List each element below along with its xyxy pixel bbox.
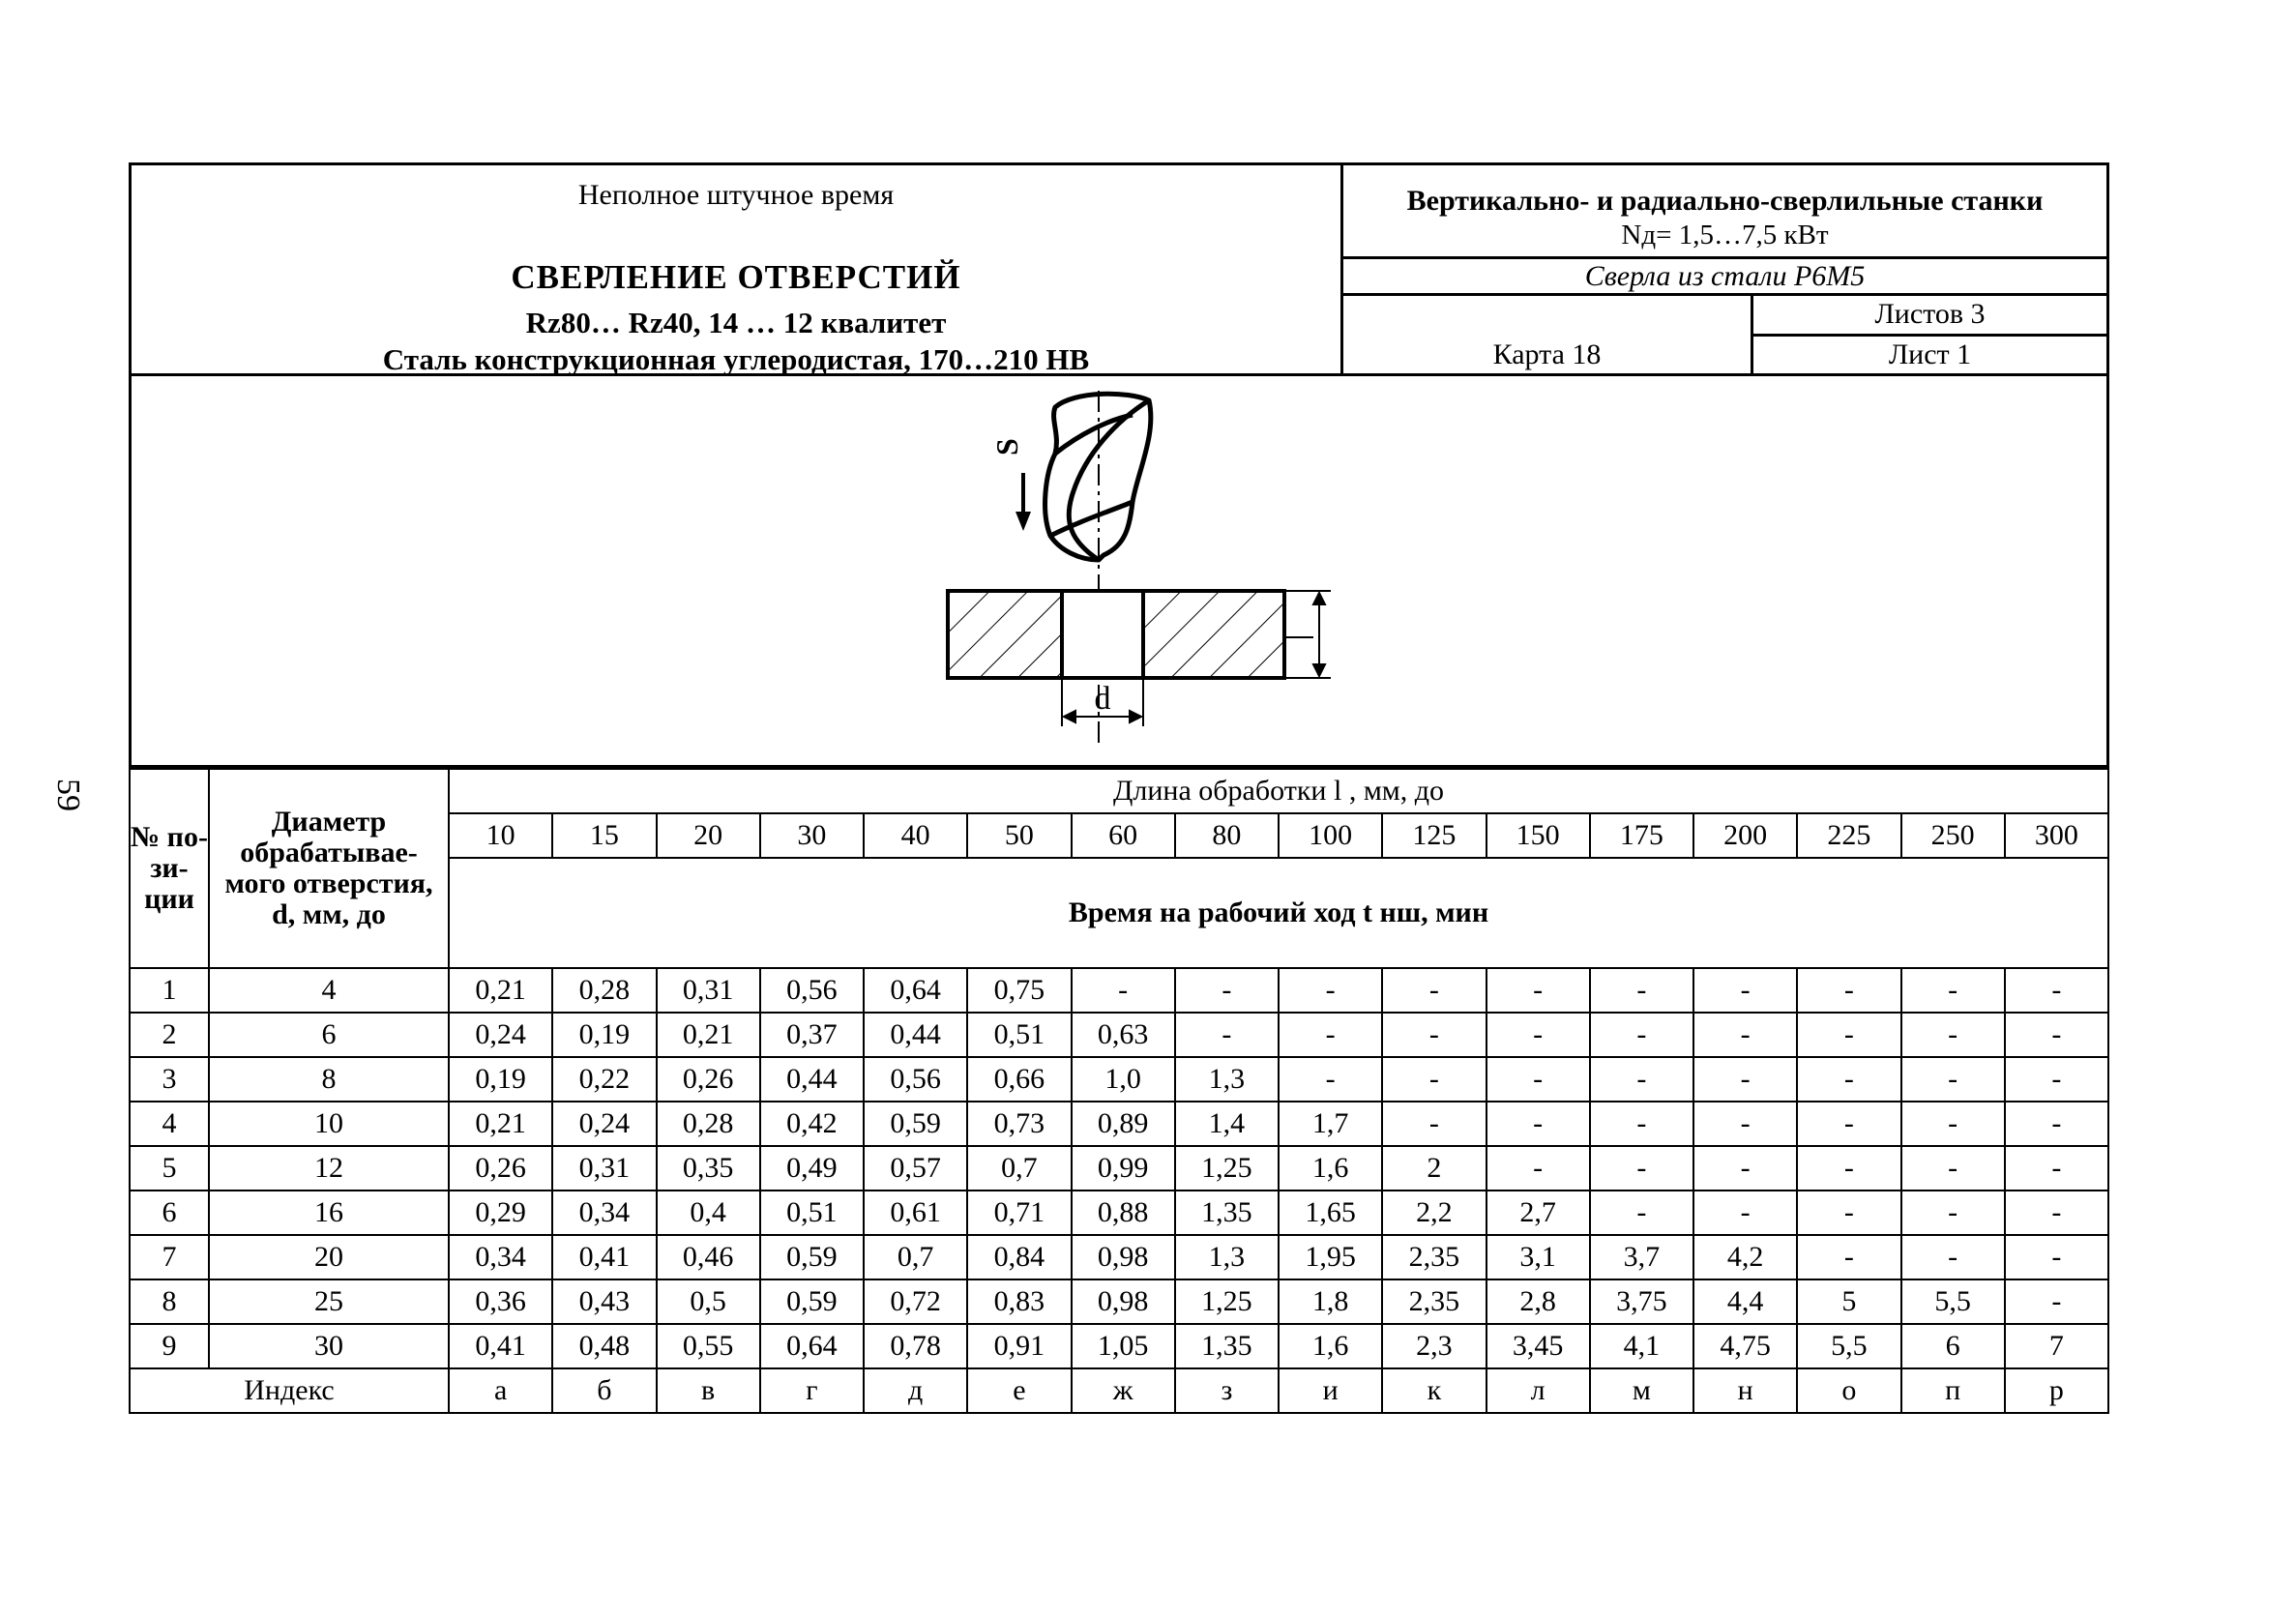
time-cell: -: [1797, 1102, 1900, 1146]
table-row: [130, 1146, 2108, 1191]
time-cell: -: [1590, 1102, 1693, 1146]
index-cell: к: [1382, 1368, 1486, 1413]
time-cell: -: [1797, 1013, 1900, 1057]
time-cell: 0,21: [449, 1102, 552, 1146]
time-cell: 1,95: [1279, 1235, 1382, 1279]
time-cell: 3,45: [1487, 1324, 1590, 1368]
header-left: [132, 165, 1343, 376]
time-cell: 0,73: [967, 1102, 1071, 1146]
time-cell: -: [1693, 1013, 1797, 1057]
length-cell: 40: [864, 813, 967, 858]
time-cell: 0,89: [1072, 1102, 1175, 1146]
time-cell: -: [2005, 1279, 2108, 1324]
time-cell: 0,72: [864, 1279, 967, 1324]
time-cell: -: [1487, 968, 1590, 1013]
time-cell: 0,21: [657, 1013, 760, 1057]
time-cell: 0,61: [864, 1191, 967, 1235]
index-cell: е: [967, 1368, 1071, 1413]
time-cell: 1,25: [1175, 1146, 1279, 1191]
time-cell: 0,71: [967, 1191, 1071, 1235]
time-cell: 0,19: [552, 1013, 656, 1057]
table-row: [130, 1191, 2108, 1235]
time-cell: -: [1382, 1013, 1486, 1057]
time-cell: 0,36: [449, 1279, 552, 1324]
time-cell: 1,7: [1279, 1102, 1382, 1146]
feed-arrow-icon: [1016, 473, 1031, 531]
position-cell: 8: [130, 1279, 209, 1324]
length-cell: 300: [2005, 813, 2108, 858]
length-cell: 175: [1590, 813, 1693, 858]
time-cell: 0,44: [760, 1057, 864, 1102]
time-cell: 2,7: [1487, 1191, 1590, 1235]
time-cell: -: [1487, 1146, 1590, 1191]
time-cell: 0,66: [967, 1057, 1071, 1102]
machines-label: Вертикально- и радиально-сверлильные станки: [1406, 185, 2044, 217]
time-cell: 1,25: [1175, 1279, 1279, 1324]
time-cell: -: [1590, 968, 1693, 1013]
time-cell: 4,2: [1693, 1235, 1797, 1279]
length-cell: 20: [657, 813, 760, 858]
time-cell: 0,51: [967, 1013, 1071, 1057]
time-cell: -: [1487, 1013, 1590, 1057]
time-cell: -: [1797, 1235, 1900, 1279]
length-cell: 60: [1072, 813, 1175, 858]
index-cell: н: [1693, 1368, 1797, 1413]
col-diameter-header: Диаметр обрабатывае-мого отверстия, d, мм, до: [209, 769, 449, 968]
table-row: [130, 1102, 2108, 1146]
time-cell: 2,35: [1382, 1235, 1486, 1279]
diameter-cell: 8: [209, 1057, 449, 1102]
time-cell: 1,3: [1175, 1235, 1279, 1279]
time-cell: -: [1175, 1013, 1279, 1057]
time-cell: 1,35: [1175, 1324, 1279, 1368]
time-cell: -: [1279, 1057, 1382, 1102]
time-cell: 0,88: [1072, 1191, 1175, 1235]
time-cell: 0,98: [1072, 1279, 1175, 1324]
time-cell: 0,84: [967, 1235, 1071, 1279]
header-material: Сталь конструкционная углеродистая, 170…210 HB: [382, 342, 1090, 376]
time-cell: -: [2005, 1102, 2108, 1146]
index-label: Индекс: [130, 1368, 449, 1413]
time-cell: 2,3: [1382, 1324, 1486, 1368]
time-cell: 0,7: [864, 1235, 967, 1279]
time-cell: -: [1590, 1191, 1693, 1235]
time-cell: -: [2005, 968, 2108, 1013]
time-cell: 5,5: [1901, 1279, 2005, 1324]
time-cell: 0,55: [657, 1324, 760, 1368]
header-right: [1343, 165, 2106, 373]
time-cell: 1,3: [1175, 1057, 1279, 1102]
index-cell: б: [552, 1368, 656, 1413]
length-cell: 250: [1901, 813, 2005, 858]
machines-cell: [1343, 165, 2106, 259]
length-cell: 10: [449, 813, 552, 858]
time-cell: 4,75: [1693, 1324, 1797, 1368]
time-cell: 0,22: [552, 1057, 656, 1102]
time-cell: -: [1693, 1102, 1797, 1146]
time-cell: -: [1797, 968, 1900, 1013]
time-cell: -: [1279, 968, 1382, 1013]
page-number: 59: [50, 779, 86, 811]
index-cell: г: [760, 1368, 864, 1413]
time-cell: -: [1382, 1057, 1486, 1102]
position-cell: 9: [130, 1324, 209, 1368]
index-cell: в: [657, 1368, 760, 1413]
time-cell: -: [2005, 1013, 2108, 1057]
time-cell: -: [2005, 1235, 2108, 1279]
index-cell: а: [449, 1368, 552, 1413]
time-cell: 0,51: [760, 1191, 864, 1235]
time-cell: 0,83: [967, 1279, 1071, 1324]
time-cell: 1,6: [1279, 1324, 1382, 1368]
time-cell: 3,7: [1590, 1235, 1693, 1279]
time-cell: 0,46: [657, 1235, 760, 1279]
position-cell: 3: [130, 1057, 209, 1102]
time-cell: 2,35: [1382, 1279, 1486, 1324]
diameter-cell: 20: [209, 1235, 449, 1279]
time-cell: 0,75: [967, 968, 1071, 1013]
time-cell: 0,31: [552, 1146, 656, 1191]
length-cell: 15: [552, 813, 656, 858]
norms-table: [129, 768, 2109, 1414]
time-cell: 1,6: [1279, 1146, 1382, 1191]
time-cell: 1,05: [1072, 1324, 1175, 1368]
header-title: СВЕРЛЕНИЕ ОТВЕРСТИЙ: [511, 258, 961, 296]
time-cell: -: [1590, 1057, 1693, 1102]
sheet-number: Лист 1: [1888, 338, 1972, 370]
time-cell: 0,42: [760, 1102, 864, 1146]
feed-label: S: [989, 438, 1024, 456]
time-cell: 0,78: [864, 1324, 967, 1368]
time-cell: 0,29: [449, 1191, 552, 1235]
time-cell: 0,56: [760, 968, 864, 1013]
time-cell: 3,75: [1590, 1279, 1693, 1324]
time-cell: 1,0: [1072, 1057, 1175, 1102]
table-row: [130, 1235, 2108, 1279]
time-cell: 0,99: [1072, 1146, 1175, 1191]
time-cell: 7: [2005, 1324, 2108, 1368]
power-label: Nд= 1,5…7,5 кВт: [1621, 220, 1829, 250]
diameter-cell: 12: [209, 1146, 449, 1191]
time-cell: 4,4: [1693, 1279, 1797, 1324]
time-cell: 0,21: [449, 968, 552, 1013]
index-cell: м: [1590, 1368, 1693, 1413]
time-cell: -: [1382, 1102, 1486, 1146]
time-cell: 0,41: [449, 1324, 552, 1368]
time-cell: -: [1487, 1102, 1590, 1146]
length-header: Длина обработки l , мм, до: [449, 769, 2108, 813]
time-cell: 0,49: [760, 1146, 864, 1191]
time-cell: 2: [1382, 1146, 1486, 1191]
time-cell: -: [1797, 1146, 1900, 1191]
header-roughness: Rz80… Rz40, 14 … 12 квалитет: [525, 306, 947, 339]
diameter-cell: 4: [209, 968, 449, 1013]
drilling-sketch: [132, 376, 2112, 765]
time-cell: 0,64: [760, 1324, 864, 1368]
time-cell: -: [1693, 1057, 1797, 1102]
time-cell: 0,59: [760, 1235, 864, 1279]
index-cell: р: [2005, 1368, 2108, 1413]
time-cell: -: [1901, 968, 2005, 1013]
time-cell: 0,26: [657, 1057, 760, 1102]
position-cell: 6: [130, 1191, 209, 1235]
position-cell: 4: [130, 1102, 209, 1146]
position-cell: 2: [130, 1013, 209, 1057]
position-cell: 7: [130, 1235, 209, 1279]
index-cell: д: [864, 1368, 967, 1413]
time-cell: 0,35: [657, 1146, 760, 1191]
index-cell: п: [1901, 1368, 2005, 1413]
length-cell: 30: [760, 813, 864, 858]
drilling-diagram: [129, 376, 2109, 768]
col-position-header: № по-зи-ции: [130, 769, 209, 968]
time-cell: 0,7: [967, 1146, 1071, 1191]
time-cell: 0,91: [967, 1324, 1071, 1368]
table-row: [130, 1324, 2108, 1368]
time-cell: 0,19: [449, 1057, 552, 1102]
time-cell: 0,41: [552, 1235, 656, 1279]
time-cell: 0,44: [864, 1013, 967, 1057]
time-cell: -: [1590, 1146, 1693, 1191]
time-cell: 0,57: [864, 1146, 967, 1191]
card-number: Карта 18: [1343, 296, 1753, 373]
diameter-cell: 30: [209, 1324, 449, 1368]
time-cell: 0,34: [449, 1235, 552, 1279]
diameter-label: d: [1094, 681, 1111, 717]
index-cell: з: [1175, 1368, 1279, 1413]
time-cell: -: [1901, 1013, 2005, 1057]
length-cell: 50: [967, 813, 1071, 858]
sheets-cell: [1753, 296, 2106, 373]
time-cell: 1,4: [1175, 1102, 1279, 1146]
time-cell: 0,4: [657, 1191, 760, 1235]
time-cell: 2,8: [1487, 1279, 1590, 1324]
time-cell: -: [1382, 968, 1486, 1013]
time-cell: 0,24: [449, 1013, 552, 1057]
tool-label: Сверла из стали Р6М5: [1343, 259, 2106, 296]
time-cell: -: [1279, 1013, 1382, 1057]
time-cell: -: [1901, 1102, 2005, 1146]
time-cell: -: [1693, 1191, 1797, 1235]
norm-card: [129, 162, 2109, 1414]
time-cell: 1,8: [1279, 1279, 1382, 1324]
time-cell: -: [2005, 1146, 2108, 1191]
index-cell: ж: [1072, 1368, 1175, 1413]
thickness-dimension: [1284, 591, 1331, 678]
time-cell: -: [1693, 1146, 1797, 1191]
time-cell: -: [1797, 1191, 1900, 1235]
time-cell: -: [1901, 1191, 2005, 1235]
time-cell: 0,28: [657, 1102, 760, 1146]
index-cell: л: [1487, 1368, 1590, 1413]
time-cell: 0,48: [552, 1324, 656, 1368]
time-cell: 0,98: [1072, 1235, 1175, 1279]
time-cell: -: [2005, 1057, 2108, 1102]
length-cell: 225: [1797, 813, 1900, 858]
time-header: Время на рабочий ход t нш, мин: [449, 858, 2108, 968]
time-cell: 0,43: [552, 1279, 656, 1324]
time-cell: 3,1: [1487, 1235, 1590, 1279]
diameter-cell: 16: [209, 1191, 449, 1235]
diameter-cell: 25: [209, 1279, 449, 1324]
time-cell: 0,24: [552, 1102, 656, 1146]
workpiece-section: [948, 591, 1284, 678]
table-row: [130, 1057, 2108, 1102]
index-row: [130, 1368, 2108, 1413]
time-cell: -: [1175, 968, 1279, 1013]
time-cell: 0,59: [864, 1102, 967, 1146]
length-cell: 200: [1693, 813, 1797, 858]
time-cell: -: [1901, 1146, 2005, 1191]
time-cell: 0,56: [864, 1057, 967, 1102]
time-cell: 5: [1797, 1279, 1900, 1324]
header-subtitle: Неполное штучное время: [577, 179, 895, 211]
time-cell: -: [1072, 968, 1175, 1013]
diameter-cell: 10: [209, 1102, 449, 1146]
time-cell: 0,28: [552, 968, 656, 1013]
length-cell: 80: [1175, 813, 1279, 858]
time-cell: 5,5: [1797, 1324, 1900, 1368]
time-cell: -: [1590, 1013, 1693, 1057]
time-cell: 0,59: [760, 1279, 864, 1324]
length-cell: 150: [1487, 813, 1590, 858]
time-cell: 0,34: [552, 1191, 656, 1235]
length-cell: 125: [1382, 813, 1486, 858]
sheets-total: Листов 3: [1753, 296, 2106, 337]
time-cell: 0,26: [449, 1146, 552, 1191]
card-header: [129, 162, 2109, 376]
diameter-cell: 6: [209, 1013, 449, 1057]
index-cell: о: [1797, 1368, 1900, 1413]
time-cell: 0,5: [657, 1279, 760, 1324]
time-cell: -: [1487, 1057, 1590, 1102]
time-cell: -: [2005, 1191, 2108, 1235]
time-cell: 2,2: [1382, 1191, 1486, 1235]
time-cell: 4,1: [1590, 1324, 1693, 1368]
position-cell: 5: [130, 1146, 209, 1191]
table-row: [130, 1279, 2108, 1324]
table-row: [130, 968, 2108, 1013]
time-cell: 0,31: [657, 968, 760, 1013]
time-cell: 1,35: [1175, 1191, 1279, 1235]
table-row: [130, 1013, 2108, 1057]
time-cell: 0,64: [864, 968, 967, 1013]
time-cell: 0,63: [1072, 1013, 1175, 1057]
time-cell: 6: [1901, 1324, 2005, 1368]
time-cell: 0,37: [760, 1013, 864, 1057]
card-info: [1343, 296, 2106, 373]
time-cell: 1,65: [1279, 1191, 1382, 1235]
time-cell: -: [1901, 1057, 2005, 1102]
position-cell: 1: [130, 968, 209, 1013]
length-cell: 100: [1279, 813, 1382, 858]
time-cell: -: [1797, 1057, 1900, 1102]
index-cell: и: [1279, 1368, 1382, 1413]
time-cell: -: [1901, 1235, 2005, 1279]
time-cell: -: [1693, 968, 1797, 1013]
